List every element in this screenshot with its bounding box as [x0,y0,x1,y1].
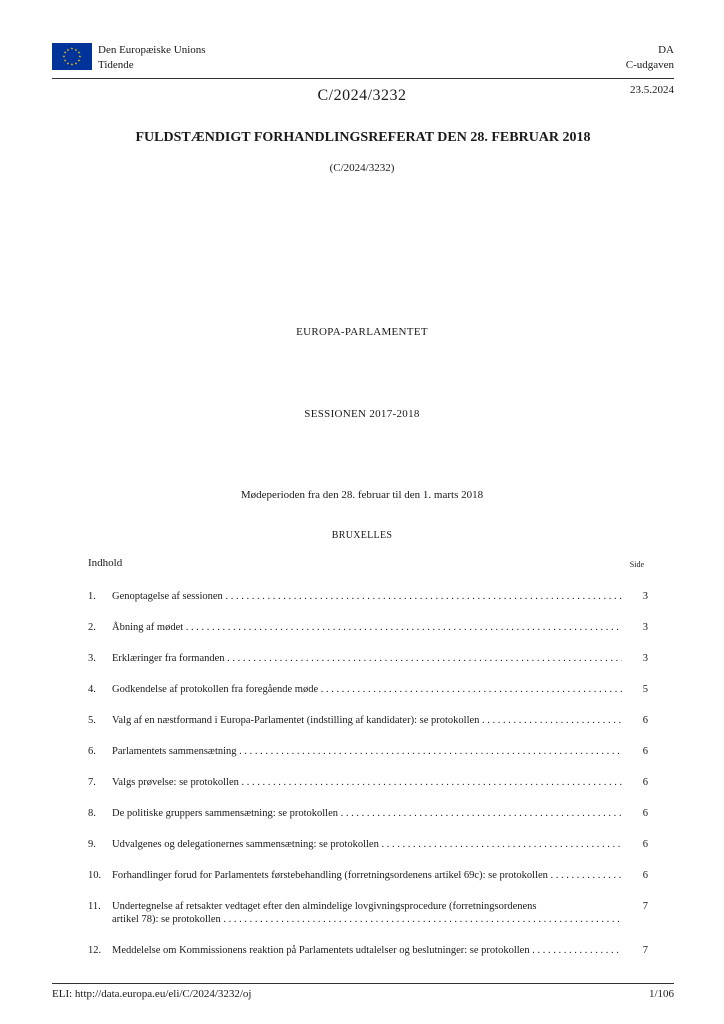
toc-item[interactable] [88,776,648,807]
toc-item-number: 7. [88,777,96,788]
toc-page-label: Side [629,560,644,569]
toc-item-title: Genoptagelse af sessionen . . . [112,590,622,603]
document-id: C/2024/3232 [317,87,407,104]
toc-item-number: 4. [88,684,96,695]
toc-item-number: 3. [88,653,96,664]
toc-item-title: Meddelelse om Kommissionens reaktion på Parlamentets udtalelser og beslutninger: se protokollen . . . [112,944,622,957]
toc-item-number: 8. [88,808,96,819]
toc-item-title-line2: artikel 78): se protokollen . . . [112,913,622,926]
toc-item-title: Valg af en næstformand i Europa-Parlamentet (indstilling af kandidater): se protokollen . . . [112,714,622,727]
session-period: Mødeperioden fra den 28. februar til den 1. marts 2018 [240,489,484,501]
flag-star-icon: ★ [77,58,81,63]
eu-flag-icon [52,43,92,70]
session: SESSIONEN 2017-2018 [304,408,420,420]
toc-item-title: Forhandlinger forud for Parlamentets førstebehandling (forretningsordenens artikel 69c): se protokollen . . . [112,869,622,882]
toc-item-number: 9. [88,839,96,850]
header-divider [52,78,674,79]
toc-item-page: 6 [642,870,648,881]
toc-item[interactable] [88,621,648,652]
toc-item-page: 7 [642,901,648,912]
document-title: FULDSTÆNDIGT FORHANDLINGSREFERAT DEN 28. FEBRUAR 2018 [135,130,591,145]
toc-item[interactable] [88,714,648,745]
toc-item-page: 5 [642,684,648,695]
toc-item[interactable] [88,745,648,776]
toc-item-page: 7 [642,945,648,956]
flag-star-icon: ★ [77,50,81,55]
institution: EUROPA-PARLAMENTET [296,326,428,338]
eli-link[interactable]: ELI: http://data.europa.eu/eli/C/2024/3232/oj [52,988,252,1000]
toc-item-title: Godkendelse af protokollen fra foregående møde . . . [112,683,622,696]
flag-star-icon: ★ [70,46,74,51]
toc-item-page: 3 [642,622,648,633]
toc-item-page: 6 [642,839,648,850]
flag-star-icon: ★ [78,54,82,59]
page-number: 1/106 [648,988,674,1000]
publication-line2: Tidende [98,59,134,71]
flag-star-icon: ★ [74,47,78,52]
table-of-contents [88,590,648,975]
publication-name [98,43,206,73]
publication-line1: Den Europæiske Unions [98,44,206,56]
toc-item-page: 6 [642,746,648,757]
toc-item[interactable] [88,944,648,975]
toc-item-number: 6. [88,746,96,757]
header-right [626,43,674,73]
toc-item-title: Valgs prøvelse: se protokollen . . . [112,776,622,789]
flag-star-icon: ★ [70,62,74,67]
toc-item-number: 5. [88,715,96,726]
toc-item-page: 3 [642,591,648,602]
publication-date: 23.5.2024 [630,84,674,96]
toc-item[interactable] [88,900,648,944]
toc-item-title [112,900,622,926]
toc-item-number: 12. [88,945,102,956]
toc-item-title: De politiske gruppers sammensætning: se protokollen . . . [112,807,622,820]
toc-item-number: 1. [88,591,96,602]
header [52,43,674,77]
place: BRUXELLES [331,530,393,541]
toc-item[interactable] [88,807,648,838]
toc-item-page: 6 [642,777,648,788]
toc-item-title: Erklæringer fra formanden . . . [112,652,622,665]
toc-item-page: 6 [642,715,648,726]
toc-item-number: 10. [88,870,102,881]
toc-item-title: Åbning af mødet . . . [112,621,622,634]
toc-item-title: Parlamentets sammensætning . . . [112,745,622,758]
language-code: DA [658,44,674,56]
footer-divider [52,983,674,984]
toc-item-number: 11. [88,901,101,912]
flag-star-icon: ★ [66,61,70,66]
series: C-udgaven [625,59,674,71]
toc-item-page: 3 [642,653,648,664]
toc-heading: Indhold [88,557,123,569]
toc-item[interactable] [88,869,648,900]
toc-item[interactable] [88,683,648,714]
flag-star-icon: ★ [63,50,67,55]
toc-item[interactable] [88,590,648,621]
toc-item-title-line1: Undertegnelse af retsakter vedtaget efter den almindelige lovgivningsprocedure (forretningsordenens [112,901,537,912]
document-subref: (C/2024/3232) [329,162,395,174]
toc-item-page: 6 [642,808,648,819]
toc-item-number: 2. [88,622,96,633]
flag-star-icon: ★ [66,47,70,52]
toc-item[interactable] [88,838,648,869]
toc-item[interactable] [88,652,648,683]
flag-star-icon: ★ [62,54,66,59]
toc-item-title: Udvalgenes og delegationernes sammensætning: se protokollen . . . [112,838,622,851]
flag-star-icon: ★ [74,61,78,66]
flag-star-icon: ★ [63,58,67,63]
